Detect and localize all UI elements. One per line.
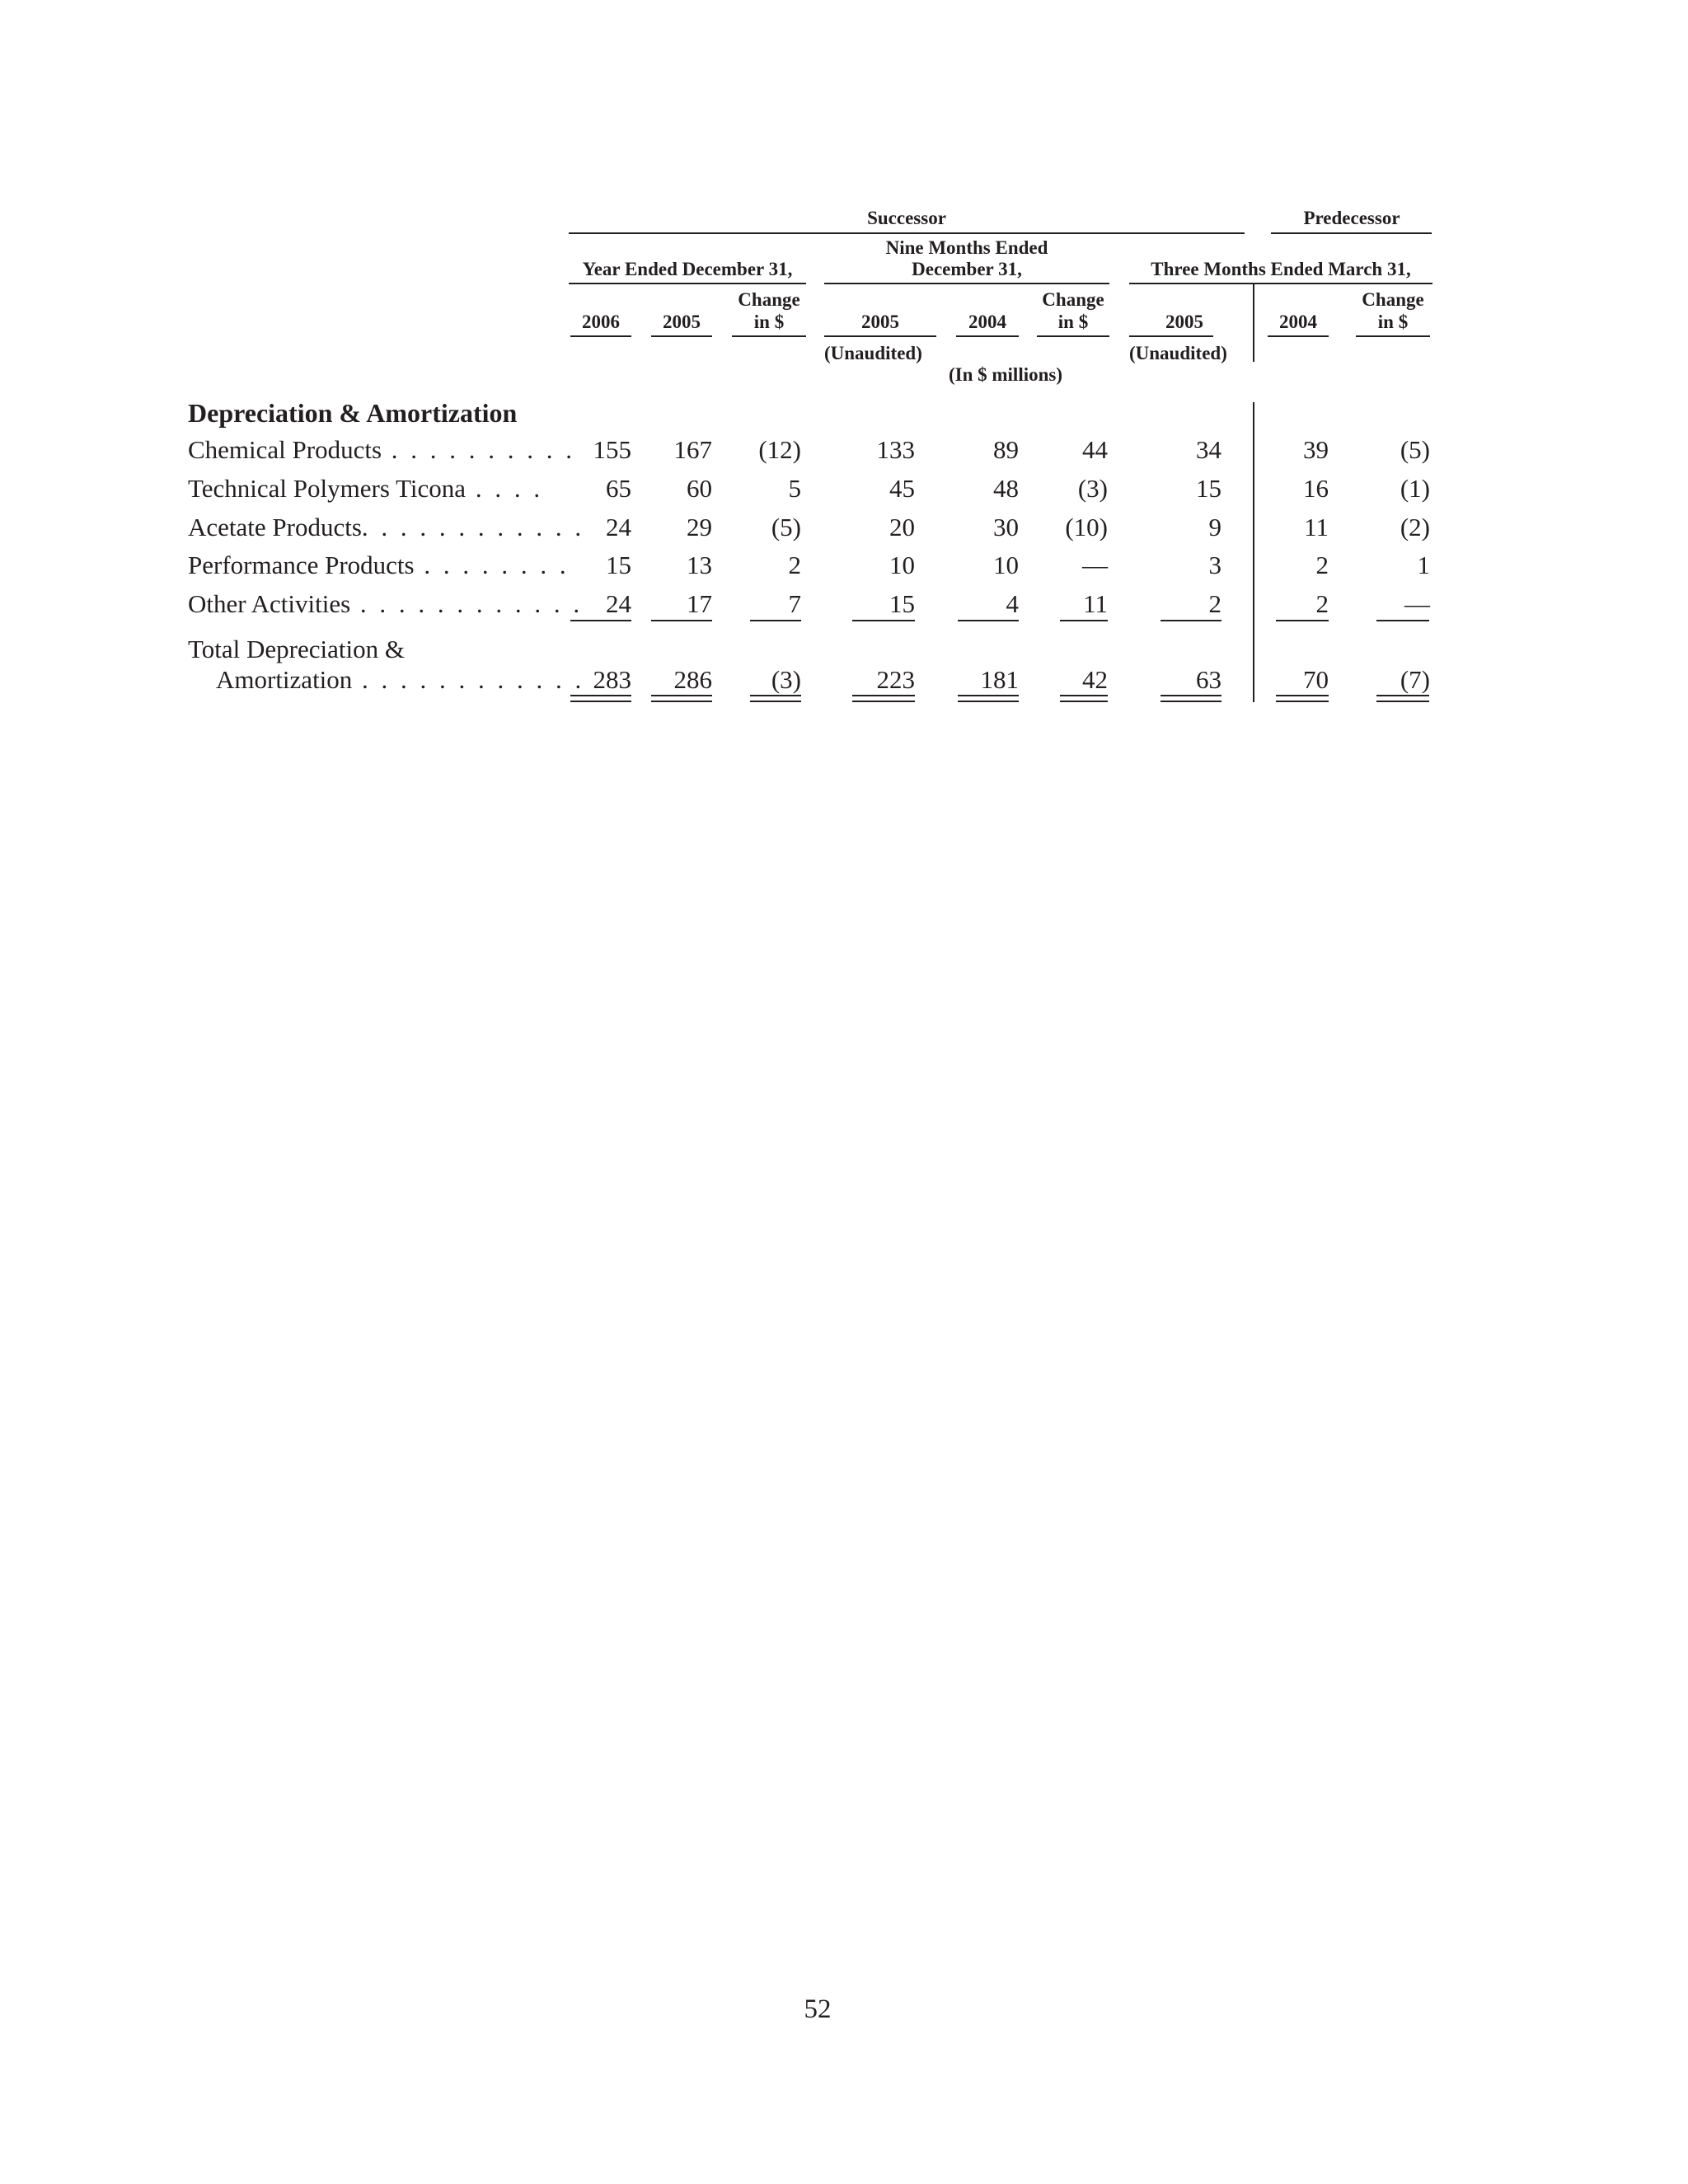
subtotal-underline	[651, 620, 712, 621]
row-value: 11	[1083, 589, 1108, 618]
row-value: 30	[993, 513, 1019, 541]
row-label-text: Acetate Products	[188, 513, 362, 541]
period-separator-top	[1253, 284, 1254, 362]
header-successor: Successor	[867, 208, 946, 228]
col-rule	[1356, 335, 1430, 337]
total-double-underline	[750, 695, 801, 702]
row-value: (12)	[758, 435, 801, 464]
col-rule	[732, 335, 806, 337]
total-value: 63	[1196, 665, 1221, 694]
section-title: Depreciation & Amortization	[188, 398, 518, 428]
header-nine-months-line2: December 31,	[912, 259, 1022, 279]
col-rule	[1129, 335, 1213, 337]
col-2006: 2006	[582, 312, 620, 332]
col-2005-nine: 2005	[861, 312, 899, 332]
total-double-underline	[1060, 695, 1108, 702]
row-value: (2)	[1400, 513, 1430, 541]
row-value: 15	[889, 589, 915, 618]
row-value: (10)	[1065, 513, 1108, 541]
total-label-line1: Total Depreciation &	[188, 635, 405, 663]
successor-rule	[569, 232, 1245, 234]
subtotal-underline	[570, 620, 631, 621]
row-value: 4	[1006, 589, 1019, 618]
year-ended-rule	[569, 283, 806, 284]
total-value: 283	[593, 665, 631, 694]
total-double-underline	[1376, 695, 1429, 702]
col-rule	[1268, 335, 1329, 337]
row-value: 34	[1196, 435, 1221, 464]
row-value: 133	[876, 435, 915, 464]
page-number: 52	[804, 1994, 832, 2024]
total-value: 223	[876, 665, 915, 694]
col-change-year-line1: Change	[738, 289, 800, 310]
total-double-underline	[852, 695, 915, 702]
row-value: 10	[889, 551, 915, 579]
row-value: 2	[1208, 589, 1221, 618]
row-value: 13	[687, 551, 712, 579]
total-value: (7)	[1400, 665, 1430, 694]
total-double-underline	[570, 695, 631, 702]
unaudited-nine: (Unaudited)	[824, 343, 922, 363]
total-value: 42	[1082, 665, 1108, 694]
header-three-months: Three Months Ended March 31,	[1151, 259, 1411, 279]
col-change-nine-line1: Change	[1042, 289, 1104, 310]
row-value: 29	[687, 513, 712, 541]
header-predecessor: Predecessor	[1303, 208, 1400, 228]
col-2005-three: 2005	[1165, 312, 1203, 332]
total-label-text: Amortization	[216, 665, 353, 694]
col-change-nine-line2: in $	[1057, 312, 1089, 332]
row-value: 45	[889, 474, 915, 503]
nine-months-rule	[824, 283, 1109, 284]
row-value: 167	[673, 435, 712, 464]
three-months-rule	[1129, 283, 1432, 284]
header-year-ended: Year Ended December 31,	[582, 259, 793, 279]
row-value: 2	[1315, 589, 1329, 618]
subtotal-underline	[1276, 620, 1329, 621]
row-value: 11	[1304, 513, 1329, 541]
units-note: (In $ millions)	[948, 364, 1063, 385]
col-2005-year: 2005	[663, 312, 701, 332]
row-label-text: Chemical Products	[188, 435, 382, 464]
col-rule	[570, 335, 631, 337]
row-leader-dots: . . . . . . . .	[414, 551, 570, 579]
row-value: 2	[788, 551, 801, 579]
row-value: 89	[993, 435, 1019, 464]
subtotal-underline	[1160, 620, 1221, 621]
col-2004-nine: 2004	[968, 312, 1006, 332]
row-leader-dots: . . . .	[466, 474, 544, 503]
col-rule	[1037, 335, 1109, 337]
row-leader-dots: . . . . . . . . . . . .	[350, 589, 584, 618]
row-value: 1	[1417, 551, 1430, 579]
header-nine-months-line1: Nine Months Ended	[885, 237, 1048, 258]
total-value: 70	[1303, 665, 1329, 694]
subtotal-underline	[1376, 620, 1429, 621]
row-value: (5)	[771, 513, 801, 541]
row-value: 15	[1196, 474, 1221, 503]
row-value: 5	[788, 474, 801, 503]
row-value: (3)	[1077, 474, 1108, 503]
row-value: 39	[1303, 435, 1329, 464]
col-change-year-line2: in $	[753, 312, 785, 332]
row-label-text: Other Activities	[188, 589, 351, 618]
row-value: 17	[687, 589, 712, 618]
total-double-underline	[1160, 695, 1221, 702]
subtotal-underline	[958, 620, 1019, 621]
total-value: 286	[673, 665, 712, 694]
row-value: 60	[687, 474, 712, 503]
row-value: 155	[593, 435, 631, 464]
unaudited-three: (Unaudited)	[1129, 343, 1227, 363]
total-double-underline	[1276, 695, 1329, 702]
row-value: 16	[1303, 474, 1329, 503]
total-double-underline	[958, 695, 1019, 702]
row-label-text: Performance Products	[188, 551, 415, 579]
row-label	[188, 474, 543, 504]
col-rule	[824, 335, 936, 337]
row-value: 10	[993, 551, 1019, 579]
subtotal-underline	[852, 620, 915, 621]
row-leader-dots: . . . . . . . . . . . .	[361, 513, 585, 541]
row-value: —	[1404, 589, 1430, 618]
col-rule	[651, 335, 712, 337]
row-value: 9	[1208, 513, 1221, 541]
predecessor-rule	[1271, 232, 1432, 234]
col-rule	[956, 335, 1019, 337]
row-value: (5)	[1400, 435, 1430, 464]
total-double-underline	[651, 695, 712, 702]
subtotal-underline	[750, 620, 801, 621]
row-value: 65	[606, 474, 631, 503]
col-change-three-line1: Change	[1362, 289, 1424, 310]
row-value: 20	[889, 513, 915, 541]
row-value: 2	[1315, 551, 1329, 579]
row-value: 48	[993, 474, 1019, 503]
row-value: (1)	[1400, 474, 1430, 503]
row-value: 7	[788, 589, 801, 618]
row-leader-dots: . . . . . . . . . .	[382, 435, 576, 464]
row-value: 24	[606, 589, 631, 618]
subtotal-underline	[1060, 620, 1108, 621]
row-value: 44	[1082, 435, 1108, 464]
row-value: 3	[1208, 551, 1221, 579]
row-value: 24	[606, 513, 631, 541]
col-change-three-line2: in $	[1377, 312, 1409, 332]
row-label-text: Technical Polymers Ticona	[188, 474, 467, 503]
col-2004-three: 2004	[1279, 312, 1317, 332]
row-label	[188, 551, 570, 580]
total-value: 181	[980, 665, 1019, 694]
total-leader-dots: . . . . . . . . . . . .	[352, 665, 585, 694]
total-value: (3)	[771, 665, 801, 694]
row-value: —	[1082, 551, 1108, 579]
row-value: 15	[606, 551, 631, 579]
